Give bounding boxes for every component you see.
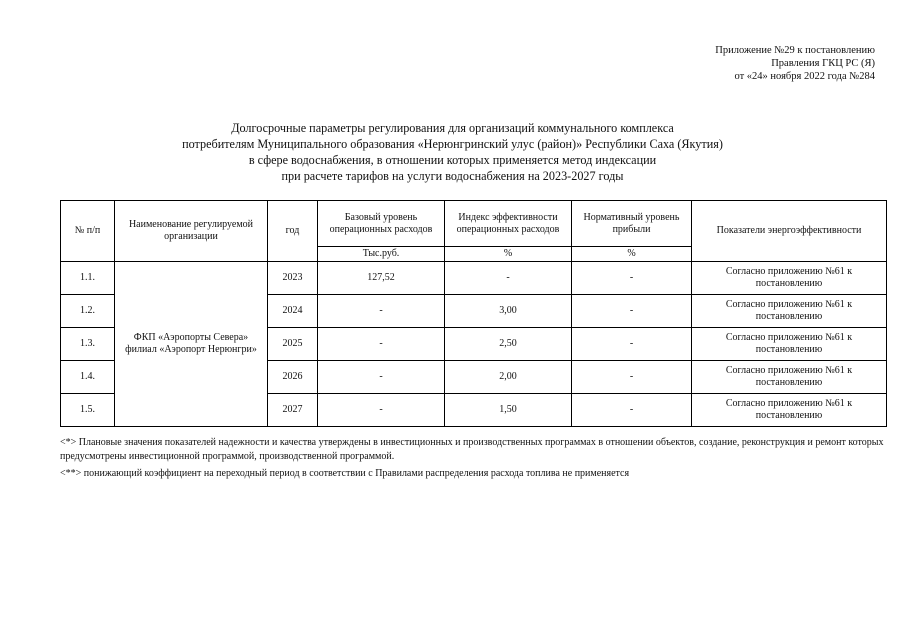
cell-num: 1.5.: [61, 394, 115, 427]
cell-base-level: -: [318, 295, 445, 328]
title-line-2: потребителям Муниципального образования «Нерюнгринский улус (район)» Республики Саха (Якутия): [182, 137, 723, 151]
cell-efficiency-index: -: [445, 262, 572, 295]
cell-profit-level: -: [572, 394, 692, 427]
footnote-1: <*> Плановые значения показателей надежности и качества утверждены в инвестиционных и производственных программах в отношении объектов, создание, реконструкция и ремонт которых предусмотрены инвестиционной программой, производственной программой.: [60, 437, 884, 462]
header-base-level: Базовый уровень операционных расходов: [318, 201, 445, 247]
cell-num: 1.1.: [61, 262, 115, 295]
cell-year: 2027: [268, 394, 318, 427]
cell-energy-efficiency: Согласно приложению №61 к постановлению: [692, 295, 887, 328]
cell-efficiency-index: 2,00: [445, 361, 572, 394]
approval-line-1: Приложение №29 к постановлению: [715, 45, 875, 56]
approval-line-3: от «24» ноября 2022 года №284: [734, 71, 875, 82]
header-organization: Наименование регулируемой организации: [115, 201, 268, 262]
cell-base-level: -: [318, 328, 445, 361]
cell-num: 1.4.: [61, 361, 115, 394]
header-year: год: [268, 201, 318, 262]
cell-efficiency-index: 1,50: [445, 394, 572, 427]
cell-profit-level: -: [572, 295, 692, 328]
cell-energy-efficiency: Согласно приложению №61 к постановлению: [692, 394, 887, 427]
cell-energy-efficiency: Согласно приложению №61 к постановлению: [692, 328, 887, 361]
cell-base-level: -: [318, 361, 445, 394]
approval-reference: [715, 44, 875, 83]
unit-base: Тыс.руб.: [318, 247, 445, 262]
document-title: [0, 120, 905, 184]
cell-energy-efficiency: Согласно приложению №61 к постановлению: [692, 361, 887, 394]
cell-organization: ФКП «Аэропорты Севера» филиал «Аэропорт Нерюнгри»: [115, 262, 268, 427]
cell-energy-efficiency: Согласно приложению №61 к постановлению: [692, 262, 887, 295]
parameters-table: [60, 200, 887, 427]
cell-efficiency-index: 2,50: [445, 328, 572, 361]
title-line-4: при расчете тарифов на услуги водоснабжения на 2023-2027 годы: [281, 169, 624, 183]
cell-base-level: 127,52: [318, 262, 445, 295]
cell-profit-level: -: [572, 328, 692, 361]
cell-base-level: -: [318, 394, 445, 427]
cell-num: 1.3.: [61, 328, 115, 361]
header-num: № п/п: [61, 201, 115, 262]
cell-efficiency-index: 3,00: [445, 295, 572, 328]
table-row: [61, 262, 887, 295]
footnotes: [60, 436, 886, 484]
title-line-3: в сфере водоснабжения, в отношении которых применяется метод индексации: [248, 153, 657, 167]
cell-num: 1.2.: [61, 295, 115, 328]
cell-year: 2026: [268, 361, 318, 394]
title-line-1: Долгосрочные параметры регулирования для организаций коммунального комплекса: [231, 121, 674, 135]
footnote-2: <**> понижающий коэффициент на переходный период в соответствии с Правилами распределения расхода топлива не применяется: [60, 468, 630, 479]
header-profit-level: Нормативный уровень прибыли: [572, 201, 692, 247]
cell-year: 2024: [268, 295, 318, 328]
header-energy-efficiency: Показатели энергоэффективности: [692, 201, 887, 262]
unit-index: %: [445, 247, 572, 262]
approval-line-2: Правления ГКЦ РС (Я): [771, 58, 875, 69]
header-efficiency-index: Индекс эффективности операционных расходов: [445, 201, 572, 247]
cell-year: 2025: [268, 328, 318, 361]
table-header-row: [61, 201, 887, 247]
cell-year: 2023: [268, 262, 318, 295]
cell-profit-level: -: [572, 361, 692, 394]
cell-profit-level: -: [572, 262, 692, 295]
unit-profit: %: [572, 247, 692, 262]
